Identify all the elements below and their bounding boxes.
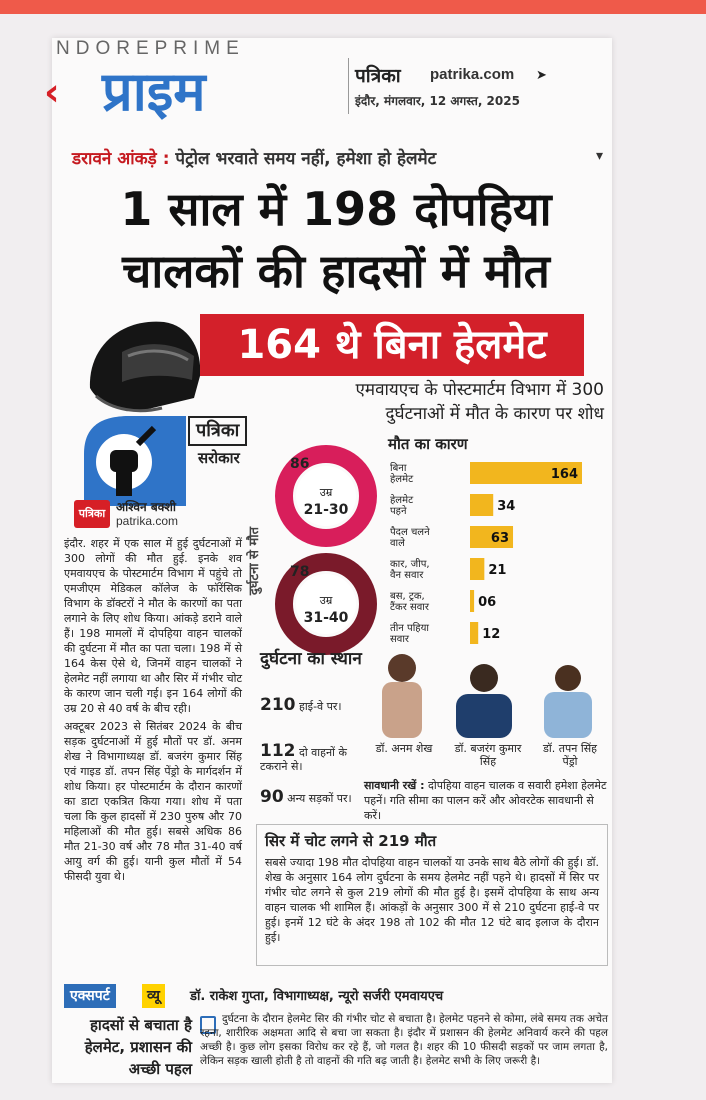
doctor-photos [372,638,604,768]
age-count-label: 86 [290,456,310,472]
masthead-divider [348,58,349,114]
pull-quote: हादसों से बचाता है हेलमेट, प्रशासन की अच्छी पहल [84,1016,192,1078]
age-side-label: दुर्घटना से मौत [247,526,262,596]
kicker-lead: डरावने आंकड़े : [72,149,170,169]
head-injury-text: सबसे ज्यादा 198 मौत दोपहिया वाहन चालकों या उनके साथ बैठे लोगों की हुई। डॉ. शेख के अनुसार 164 लोग दुर्घटना के समय हेलमेट नहीं पहने थे। हादसों में सिर पर गंभीर चोट लगने से कुल 219 लोगों की मौत हुई है। इसमें दोपहिया के साथ अन्य वाहन चालक भी शामिल हैं। आंकड़ों के अनुसार 300 में से 210 दुर्घटना हाई-वे पर हुई। इनमें 12 घंटे के अंदर 198 तो 102 की मौत 12 घंटे बाद इलाज के दौरान हुई। [265,856,599,944]
place-item [260,741,376,774]
dateline: इंदौर, मंगलवार, 12 अगस्त, 2025 [355,94,520,108]
byline-logo: पत्रिका [74,500,110,528]
expert-label: एक्सपर्ट [64,984,116,1008]
headline-line-2: चालकों की हादसों में मौत [122,244,550,298]
kicker-mark-icon: ▾ [596,148,604,164]
patrika-name: पत्रिका [355,65,401,87]
caution-lead: सावधानी रखें : [364,779,425,792]
subheadline [248,378,604,426]
age-donut-21-30 [272,442,380,550]
caution-box [364,778,608,823]
subheadline-line-2: दुर्घटनाओं में मौत के कारण पर शोध [385,404,604,424]
edition-tag: NDOREPRIME [56,38,245,59]
place-text: अन्य सड़कों पर। [283,792,352,805]
age-range-label: 21-30 [303,502,349,518]
expert-quote: दुर्घटना के दौरान हेलमेट सिर की गंभीर चोट से बचाता है। हेलमेट पहनने से कोमा, लंबे समय तक अचेत रहना, शारीरिक अक्षमता आदि से बचा जा सकता है। इंदौर में प्रशासन की हेलमेट अनिवार्य करने की पहल अच्छी है। कुछ लोग इसका विरोध कर रहे हैं, जो गलत है। शहर की 10 फीसदी सड़कों पर जाम लगता है, लेकिन सड़क खाली होती है तो वाहनों की गति बढ़ जाती है। हेलमेट सभी के लिए जरूरी है। [200,1013,608,1067]
head-injury-title: सिर में चोट लगने से 219 मौत [265,832,437,850]
byline-url: patrika.com [116,514,179,528]
doctor-caption: डॉ. बजरंग कुमार सिंह [454,742,522,768]
brand-arrow-icon: ‹ [44,70,60,114]
chart-title: मौत का कारण [388,435,468,453]
bar [470,494,493,516]
body-paragraph: अक्टूबर 2023 से सितंबर 2024 के बीच सड़क दुर्घटनाओं में हुई मौतों पर डॉ. अनम शेख ने विभागाध्यक्ष डॉ. बजरंग कुमार सिंह एवं गाइड डॉ. तपन सिंह पेंड्रो के मार्गदर्शन में शोध किया। हर पोस्टमार्टम के दौरान कारणों का डाटा एकत्रित किया गया। शोध में पता चला कि कुल हादसों में 230 पुरुष और 70 महिलाओं की मौत हुई। सबसे अधिक 86 मौत 21-30 वर्ष और 78 मौत 31-40 वर्ष आयु वर्ग की हुई। यानी कुल मौतों में 54 फीसदी युवा थे। [64,720,242,883]
bar-category-label: बस, ट्रक, टैंकर सवार [390,591,429,613]
age-donut-31-40 [272,550,380,658]
top-color-bar [0,0,706,14]
bar-category-label: पैदल चलने वाले [390,527,430,549]
newspaper-clipping [44,38,612,1083]
patrika-url: patrika.com [430,66,515,83]
places-title: दुर्घटना का स्थान [260,649,362,669]
bar-value-label: 12 [482,627,501,642]
raised-fist-icon [74,414,186,510]
place-number: 90 [260,787,284,807]
doctor-caption: डॉ. अनम शेख [375,742,433,755]
brand-logo: प्राइम [102,60,206,123]
doctor-caption: डॉ. तपन सिंह पेंड्रो [543,742,597,768]
bar-category-label: बिना हेलमेट [390,463,414,485]
cause-of-death-chart [388,458,588,658]
bar-value-label: 164 [550,467,578,482]
age-word-label: उम्र [319,486,333,499]
bar [470,590,474,612]
place-item [260,787,376,807]
expert-bar [64,984,604,1008]
bar-value-label: 06 [478,595,497,610]
kicker-text: पेट्रोल भरवाते समय नहीं, हमेशा हो हेलमेट [169,149,437,169]
doctor-portraits [372,638,604,738]
age-count-label: 78 [290,564,310,580]
byline-name: अश्विन बक्शी [116,500,177,514]
place-text: हाई-वे पर। [295,700,342,713]
place-item [260,695,376,715]
bar [470,558,484,580]
headline-banner: 164 थे बिना हेलमेट [200,314,584,376]
expert-name: डॉ. राकेश गुप्ता, विभागाध्यक्ष, न्यूरो सर्जरी एमवायएच [190,989,444,1004]
bar-category-label: कार, जीप, वैन सवार [390,559,430,581]
place-text: दो वाहनों के टकराने से। [260,746,347,773]
sarokar-label: सरोकार [198,449,240,467]
bar-value-label: 21 [488,563,507,578]
bar-category-label: तीन पहिया सवार [390,623,429,645]
place-number: 210 [260,695,296,715]
helmet-icon [82,306,206,430]
expert-view: व्यू [142,984,165,1008]
place-number: 112 [260,741,296,761]
caution-text: दोपहिया वाहन चालक व सवारी हमेशा हेलमेट पहनें। गति सीमा का पालन करें और ओवरटेक सावधानी से करें। [364,779,607,822]
cursor-arrow-icon: ➤ [536,68,547,83]
headline [66,178,606,302]
body-paragraph: इंदौर. शहर में एक साल में हुई दुर्घटनाओं में 300 लोगों की मौत हुई. इनके शव एमवायएच के पोस्टमार्टम विभाग में पहुंचे तो एमजीएम मेडिकल कॉलेज के फॉरेंसिक विभाग के डॉक्टरों ने मौत के कारणों का पता लगाने के लिए शोध किया। आंकड़े डराने वाले हैं। 198 मामलों में दोपहिया वाहन चालकों की दुर्घटना में मौत का पता चला। 198 में से 164 केस ऐसे थे, जिनमें वाहन चालकों ने हेलमेट नहीं लगाया था और सिर में गंभीर चोट के कारण जान चली गई। इन 164 लोगों की उम्र 20 से 40 वर्ष के बीच रही। [64,537,242,715]
age-word-label: उम्र [319,594,333,607]
head-injury-box [256,824,608,966]
headline-line-1: 1 साल में 198 दोपहिया [120,182,552,236]
bar-category-label: हेलमेट पहने [390,495,414,517]
bar-value-label: 34 [497,499,516,514]
article-body [64,536,242,887]
sarokar-badge: पत्रिका [188,416,247,446]
subheadline-line-1: एमवायएच के पोस्टमार्टम विभाग में 300 [355,380,604,400]
bar-value-label: 63 [490,531,510,546]
kicker [72,146,436,169]
age-range-label: 31-40 [303,610,349,626]
